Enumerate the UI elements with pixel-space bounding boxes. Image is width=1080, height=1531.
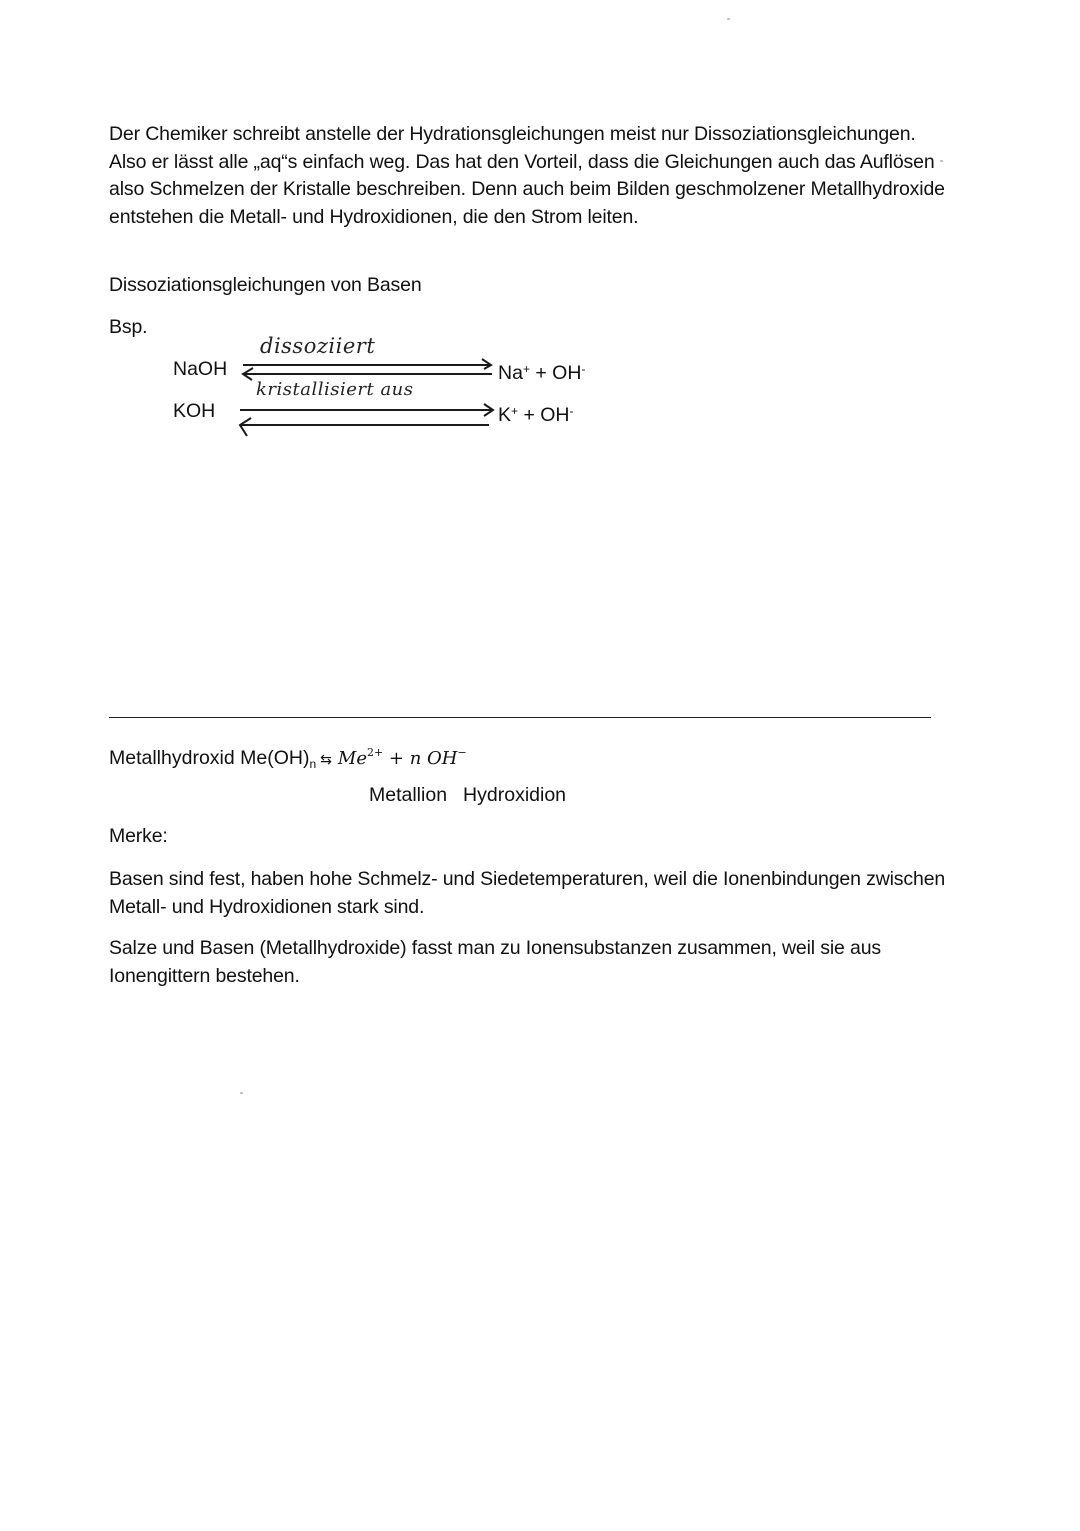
scan-speck bbox=[727, 18, 730, 20]
example-label: Bsp. bbox=[109, 316, 148, 338]
hydroxide-ion-charge: - bbox=[569, 404, 574, 418]
scan-speck bbox=[240, 1092, 243, 1094]
ion-label-hydroxidion: Hydroxidion bbox=[463, 784, 567, 806]
horizontal-divider bbox=[109, 717, 931, 718]
handwritten-label-kristallisiert: kristallisiert aus bbox=[256, 379, 414, 400]
sodium-ion-charge: + bbox=[522, 362, 530, 376]
scan-speck bbox=[940, 160, 943, 162]
koh-backward-arrow bbox=[240, 418, 489, 436]
naoh-forward-arrow bbox=[243, 359, 491, 369]
metal-ion-charge: 2+ bbox=[366, 746, 384, 759]
general-equation-subscript: n bbox=[309, 757, 317, 771]
hydroxide-term: + n OH bbox=[383, 748, 458, 769]
intro-paragraph: Der Chemiker schreibt anstelle der Hydrationsgleichungen meist nur Dissoziationsgleichungen. Also er lässt alle „aq“s einfach weg. Das hat den Vorteil, dass die Gleichungen auch das Auflösen also Schmelzen der Kristalle beschreiben. Denn auch beim Bilden geschmolzener Metallhydroxide entstehen die Metall- und Hydroxidionen, die den Strom leiten. bbox=[109, 123, 945, 228]
potassium-ion-charge: + bbox=[511, 404, 519, 418]
metal-ion-symbol: Me bbox=[337, 748, 367, 769]
handwritten-label-dissoziiert: dissoziiert bbox=[260, 334, 376, 358]
equation-naoh-reactant: NaOH bbox=[173, 358, 228, 380]
equation-koh-products bbox=[498, 400, 574, 426]
hydroxide-term-charge: − bbox=[457, 746, 467, 759]
equation-naoh-products bbox=[498, 358, 585, 384]
ion-label-metallion: Metallion bbox=[369, 784, 448, 806]
general-equation-products bbox=[338, 748, 467, 769]
general-equation-label: Metallhydroxid Me(OH) bbox=[109, 747, 310, 769]
sodium-ion: Na bbox=[498, 362, 523, 384]
merke-paragraph-1: Basen sind fest, haben hohe Schmelz- und Siedetemperaturen, weil die Ionenbindungen zwischen Metall- und Hydroxidionen stark sind. bbox=[109, 868, 946, 918]
hydroxide-ion-charge: - bbox=[581, 362, 586, 376]
general-dissociation-equation bbox=[109, 740, 467, 777]
potassium-ion: K bbox=[498, 404, 512, 426]
merke-paragraph-2: Salze und Basen (Metallhydroxide) fasst man zu Ionensubstanzen zusammen, weil sie aus Ionengittern bestehen. bbox=[109, 937, 881, 987]
hydroxide-ion: + OH bbox=[529, 362, 582, 384]
merke-label: Merke: bbox=[109, 825, 168, 847]
section-heading: Dissoziationsgleichungen von Basen bbox=[109, 274, 422, 296]
equilibrium-symbol: ⇆ bbox=[320, 752, 332, 768]
koh-forward-arrow bbox=[240, 404, 493, 416]
ion-labels bbox=[369, 782, 566, 808]
hydroxide-ion: + OH bbox=[518, 404, 570, 426]
equation-koh-reactant: KOH bbox=[173, 400, 216, 422]
